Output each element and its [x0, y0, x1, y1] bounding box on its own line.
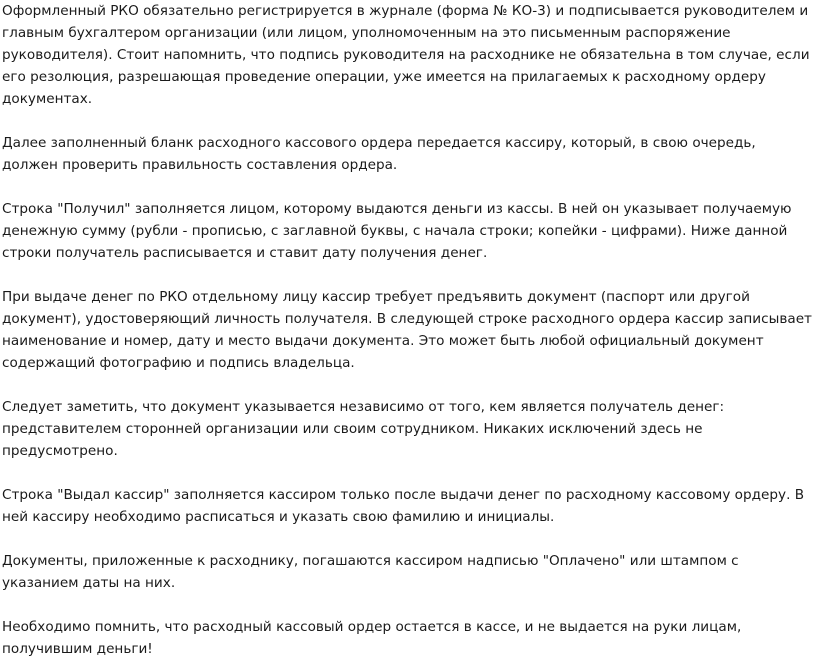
paragraph-1: Оформленный РКО обязательно регистрируется в журнале (форма № КО-3) и подписывается руководителем и главным бухгалтером организации (или лицом, уполномоченным на это письменным распоряжение руководителя). Стоит напомнить, что подпись руководителя на расходнике не обязательна в том случае, если его резолюция, разрешающая проведение операции, уже имеется на прилагаемых к расходному ордеру документах.	[2, 3, 810, 107]
paragraph-6: Строка "Выдал кассир" заполняется кассиром только после выдачи денег по расходному кассовому ордеру. В ней кассиру необходимо расписаться и указать свою фамилию и инициалы.	[2, 487, 805, 525]
paragraph-2: Далее заполненный бланк расходного кассового ордера передается кассиру, который, в свою очередь, должен проверить правильность составления ордера.	[2, 135, 756, 173]
paragraph-8: Необходимо помнить, что расходный кассовый ордер остается в кассе, и не выдается на руки лицам, получившим деньги!	[2, 619, 742, 657]
paragraph-3: Строка "Получил" заполняется лицом, которому выдаются деньги из кассы. В ней он указывает получаемую денежную сумму (рубли - прописью, с заглавной буквы, с начала строки; копейки - цифрами). Ниже данной строки получатель расписывается и ставит дату получения денег.	[2, 201, 792, 261]
paragraph-4: При выдаче денег по РКО отдельному лицу кассир требует предъявить документ (паспорт или другой документ), удостоверяющий личность получателя. В следующей строке расходного ордера кассир записывает наименование и номер, дату и место выдачи документа. Это может быть любой официальный документ содержащий фотографию и подпись владельца.	[2, 289, 812, 371]
paragraph-7: Документы, приложенные к расходнику, погашаются кассиром надписью "Оплачено" или штампом с указанием даты на них.	[2, 553, 739, 591]
paragraph-5: Следует заметить, что документ указывается независимо от того, кем является получатель денег: представителем сторонней организации или своим сотрудником. Никаких исключений здесь не предусмотрено.	[2, 399, 725, 459]
